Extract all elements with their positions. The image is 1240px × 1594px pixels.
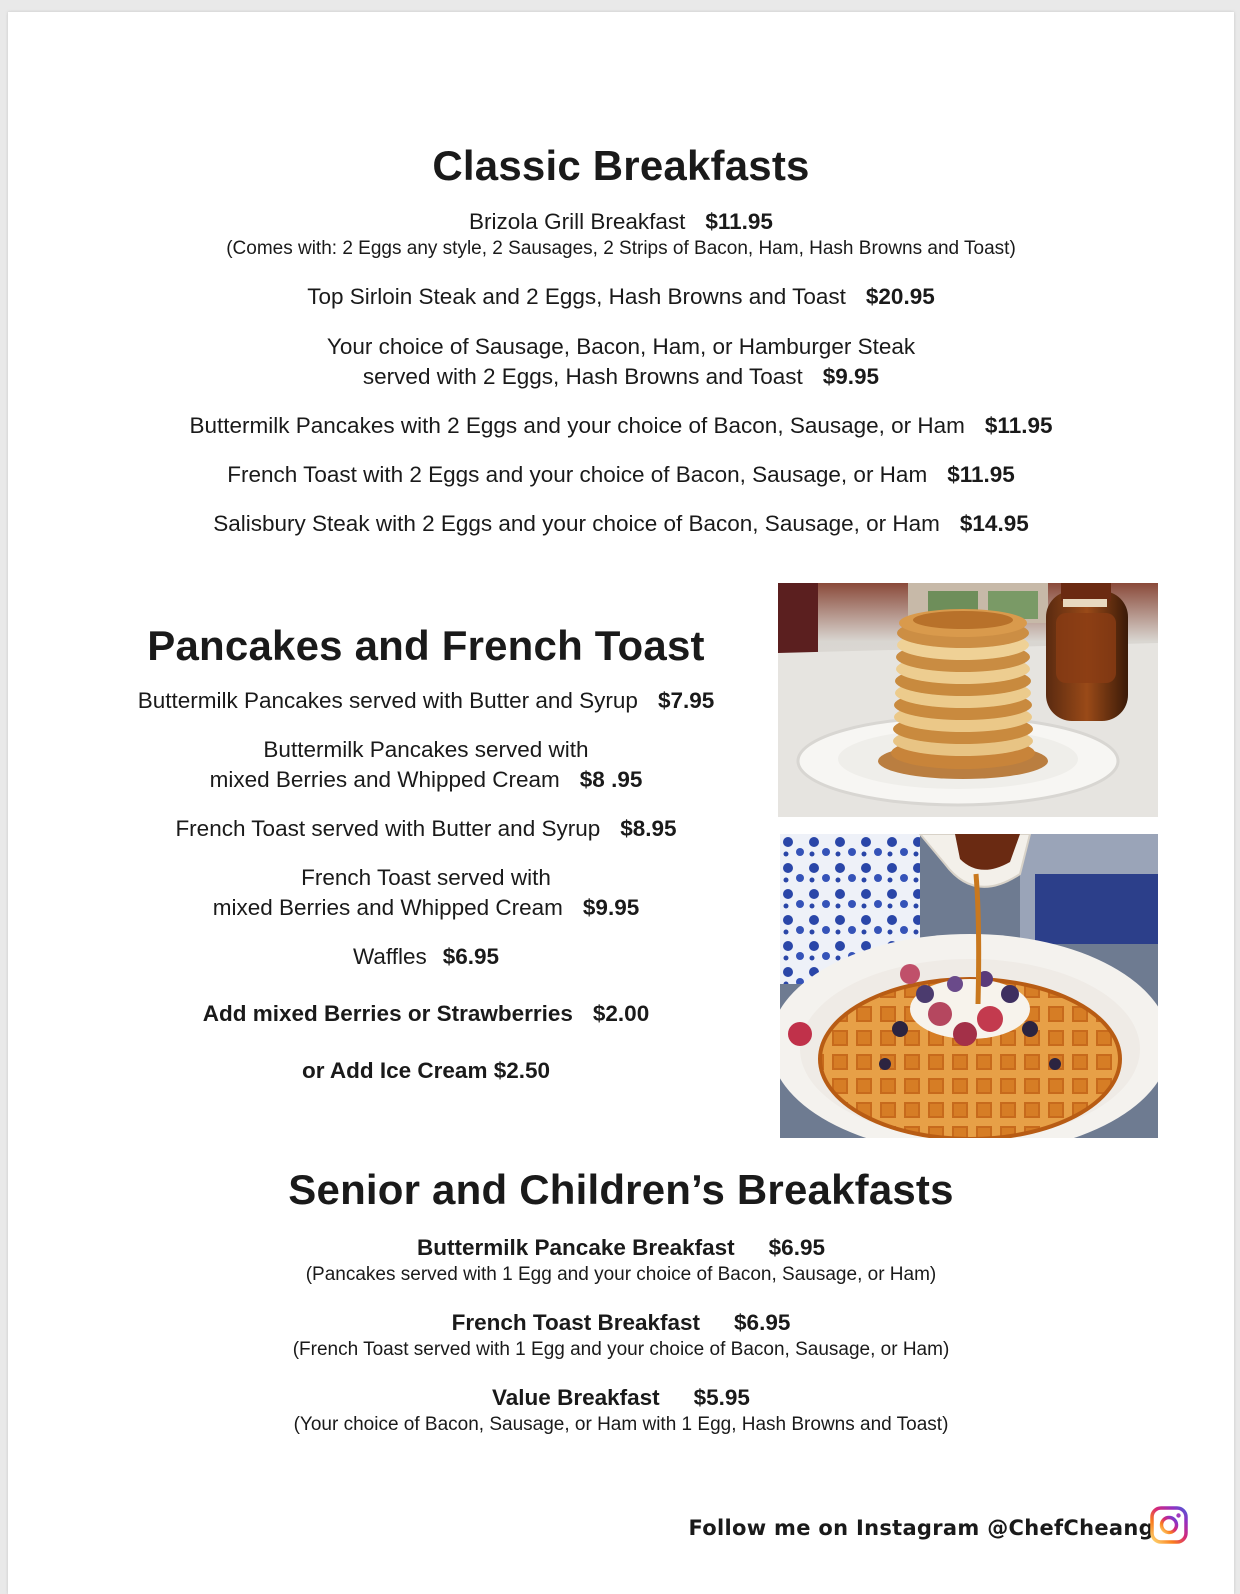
section-title-classic: Classic Breakfasts [432, 142, 810, 189]
item-price: $14.95 [959, 511, 1029, 536]
item-price: $6.95 [734, 1310, 791, 1335]
item-name: Value Breakfast [492, 1385, 660, 1410]
addon-berries [120, 999, 732, 1029]
menu-item [8, 282, 1234, 312]
menu-item [8, 509, 1234, 539]
item-name: Waffles [352, 944, 427, 969]
item-name-line2: served with 2 Eggs, Hash Browns and Toast [362, 364, 803, 389]
item-price: $8 .95 [579, 767, 643, 792]
item-price: $6.95 [768, 1235, 825, 1260]
item-name: Buttermilk Pancakes served with Butter and Syrup [137, 688, 638, 713]
item-name: Top Sirloin Steak and 2 Eggs, Hash Browns and Toast [307, 284, 846, 309]
pancake-stack-photo [778, 583, 1158, 817]
menu-item [120, 863, 732, 923]
menu-item [8, 1233, 1234, 1263]
item-name: French Toast Breakfast [451, 1310, 701, 1335]
item-name: Buttermilk Pancake Breakfast [417, 1235, 735, 1260]
waffle-with-berries-photo [780, 834, 1158, 1138]
addon-ice-cream: or Add Ice Cream $2.50 [301, 1058, 551, 1083]
instagram-follow-text[interactable]: Follow me on Instagram @ChefCheang [688, 1516, 1154, 1540]
menu-item [8, 411, 1234, 441]
menu-item [120, 814, 732, 844]
item-price: $20.95 [865, 284, 935, 309]
addon-price: $2.00 [592, 1001, 650, 1026]
item-price: $6.95 [442, 944, 500, 969]
item-name-line1: Your choice of Sausage, Bacon, Ham, or Hamburger Steak [326, 334, 916, 359]
menu-item [8, 1383, 1234, 1413]
item-name: Buttermilk Pancakes with 2 Eggs and your choice of Bacon, Sausage, or Ham [189, 413, 965, 438]
instagram-icon[interactable] [1150, 1506, 1188, 1544]
item-price: $9.95 [582, 895, 640, 920]
item-price: $11.95 [705, 209, 773, 234]
item-price: $11.95 [947, 462, 1015, 487]
menu-item [8, 1308, 1234, 1338]
addon-name: Add mixed Berries or Strawberries [202, 1001, 573, 1026]
item-note: (Comes with: 2 Eggs any style, 2 Sausages, 2 Strips of Bacon, Ham, Hash Browns and Toast) [226, 238, 1016, 259]
item-price: $8.95 [620, 816, 677, 841]
item-name: Salisbury Steak with 2 Eggs and your choice of Bacon, Sausage, or Ham [213, 511, 940, 536]
item-price: $11.95 [984, 413, 1053, 438]
item-name: French Toast served with Butter and Syrup [175, 816, 601, 841]
item-name-line2: mixed Berries and Whipped Cream [212, 895, 563, 920]
item-note: (Your choice of Bacon, Sausage, or Ham with 1 Egg, Hash Browns and Toast) [293, 1414, 949, 1435]
menu-item [8, 207, 1234, 237]
item-name-line2: mixed Berries and Whipped Cream [209, 767, 560, 792]
menu-item [8, 332, 1234, 392]
item-name: Brizola Grill Breakfast [469, 209, 686, 234]
menu-item [120, 942, 732, 972]
item-price: $5.95 [693, 1385, 750, 1410]
item-note: (French Toast served with 1 Egg and your choice of Bacon, Sausage, or Ham) [292, 1339, 950, 1360]
item-price: $7.95 [657, 688, 715, 713]
menu-item [8, 460, 1234, 490]
item-name-line1: French Toast served with [301, 865, 551, 890]
item-note: (Pancakes served with 1 Egg and your choice of Bacon, Sausage, or Ham) [305, 1264, 937, 1285]
section-title-pancakes: Pancakes and French Toast [147, 622, 705, 669]
section-title-senior: Senior and Children’s Breakfasts [288, 1166, 954, 1213]
item-name-line1: Buttermilk Pancakes served with [263, 737, 589, 762]
menu-item [100, 686, 752, 716]
menu-page [8, 12, 1234, 1594]
item-name: French Toast with 2 Eggs and your choice of Bacon, Sausage, or Ham [227, 462, 928, 487]
menu-item [120, 735, 732, 795]
item-price: $9.95 [822, 364, 880, 389]
